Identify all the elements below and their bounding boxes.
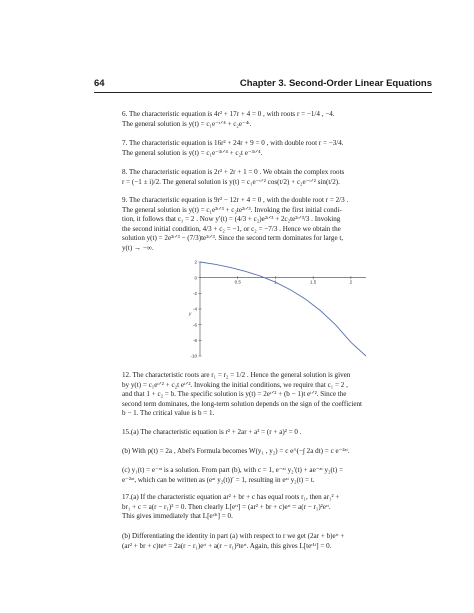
problem-line: tion, it follows that c₁ = 2 . Now y′(t) = (4/3 + c₂)e²ᵗᐟ³ + 2c₂te²ᵗᐟ³/3 . Invoking: [122, 215, 341, 224]
header-rule: [94, 92, 432, 93]
problem-line: and that 1 + c₂ = b. The specific solution is y(t) = 2eᵗᐟ² + (b − 1)t eᵗᐟ². Since the: [122, 390, 347, 399]
problem-15a: [122, 428, 452, 438]
problem-line: y(t) → −∞.: [122, 243, 154, 252]
problem-17b: [122, 532, 452, 551]
problem-15b: [122, 447, 452, 457]
problem-line: 9. The characteristic equation is 9r² − 12r + 4 = 0 , with the double root r = 2/3 .: [122, 196, 349, 204]
y-tick-label: -10: [190, 353, 197, 359]
page-number: 64: [94, 78, 105, 89]
page-header: [94, 78, 432, 90]
problem-line: (b) Differentiating the identity in part (a) with respect to r we get (2ar + b)eʳᵗ +: [122, 532, 345, 540]
y-tick-label: 0: [194, 275, 197, 281]
y-tick-label: -6: [192, 322, 197, 328]
x-tick-label: 1: [274, 279, 277, 285]
solution-plot: [186, 258, 372, 360]
problem-line: by y(t) = c₁eᵗᐟ² + c₂t eᵗᐟ². Invoking the initial conditions, we require that c₁ = 2 ,: [122, 380, 348, 389]
x-tick-label: 0.5: [234, 279, 241, 285]
y-tick-label: -4: [192, 306, 197, 312]
problem-line: The general solution is y(t) = c₁e²ᵗᐟ³ + c₂te²ᵗᐟ³. Invoking the first initial condi-: [122, 205, 342, 214]
problem-line: 8. The characteristic equation is 2r² + 2r + 1 = 0 . We obtain the complex roots: [122, 168, 345, 176]
problem-6: [122, 110, 452, 129]
problem-9: [122, 196, 452, 254]
y-tick-label: 2: [194, 259, 197, 265]
problem-8: [122, 168, 452, 187]
problem-line: second term dominates, the long-term solution depends on the sign of the coefficient: [122, 399, 363, 408]
problem-line: e⁻²ᵃᵗ, which can be written as (eᵃᵗ y₂(t))′ = 1, resulting in eᵃᵗ y₂(t) = t.: [122, 475, 315, 484]
problem-line: (c) y₁(t) = e⁻ᵃᵗ is a solution. From part (b), with c = 1, e⁻ᵃᵗ y₂′(t) + ae⁻ᵃᵗ y₂(t) =: [122, 466, 344, 474]
problem-line: 12. The characteristic roots are r₁ = r₂ = 1/2 . Hence the general solution is given: [122, 371, 351, 379]
problem-line: 15.(a) The characteristic equation is r² + 2ar + a² = (r + a)² = 0 .: [122, 428, 302, 436]
x-tick-label: 1.5: [310, 279, 317, 285]
problem-line: 7. The characteristic equation is 16r² + 24r + 9 = 0 , with double root r = −3/4.: [122, 139, 344, 147]
problem-line: (ar² + br + c)teʳᵗ = 2a(r − r₁)eʳᵗ + a(r − r₁)²teʳᵗ. Again, this gives L[teʳ¹ᵗ] = 0.: [122, 541, 332, 550]
problem-line: 6. The characteristic equation is 4r² + 17r + 4 = 0 , with roots r = −1/4 , −4.: [122, 110, 335, 118]
plot-svg: [186, 258, 372, 360]
problem-line: The general solution is y(t) = c₁e⁻³ᵗᐟ⁴ + c₂t e⁻³ᵗᐟ⁴.: [122, 148, 263, 157]
y-axis-label: y: [189, 311, 192, 316]
problem-17a: [122, 493, 452, 522]
problem-line: b − 1. The critical value is b = 1.: [122, 409, 215, 418]
problem-line: the second initial condition, 4/3 + c₂ = −1, or c₂ = −7/3 . Hence we obtain the: [122, 224, 341, 233]
chapter-title: Chapter 3. Second-Order Linear Equations: [239, 78, 432, 89]
problem-12: [122, 371, 452, 419]
problem-line: The general solution is y(t) = c₁e⁻ᵗᐟ⁴ + c₂e⁻⁴ᵗ.: [122, 119, 252, 128]
problem-line: 17.(a) If the characteristic equation ar² + br + c has equal roots r₁, then ar₁² +: [122, 493, 340, 501]
y-tick-label: -2: [192, 290, 197, 296]
problem-line: r = (−1 ± i)/2. The general solution is y(t) = c₁e⁻ᵗᐟ² cos(t/2) + c₂e⁻ᵗᐟ² sin(t/2).: [122, 177, 340, 186]
problem-line: br₁ + c = a(r − r₁)² = 0. Then clearly L[eʳᵗ] = (ar² + br + c)eʳᵗ = a(r − r₁)²eʳᵗ.: [122, 502, 331, 511]
problem-line: (b) With p(t) = 2a , Abel's Formula becomes W(y₁ , y₂) = c e^(−∫ 2a dt) = c e⁻²ᵃᵗ.: [122, 447, 350, 455]
y-tick-label: -8: [192, 337, 197, 343]
problem-7: [122, 139, 452, 158]
problem-line: This gives immediately that L[eʳ¹ᵗ] = 0.: [122, 512, 233, 521]
problem-15c: [122, 466, 452, 485]
series-line: [200, 262, 366, 356]
problem-line: solution y(t) = 2e²ᵗᐟ³ − (7/3)te²ᵗᐟ³. Since the second term dominates for large t,: [122, 234, 344, 243]
x-tick-label: 2: [349, 279, 353, 285]
